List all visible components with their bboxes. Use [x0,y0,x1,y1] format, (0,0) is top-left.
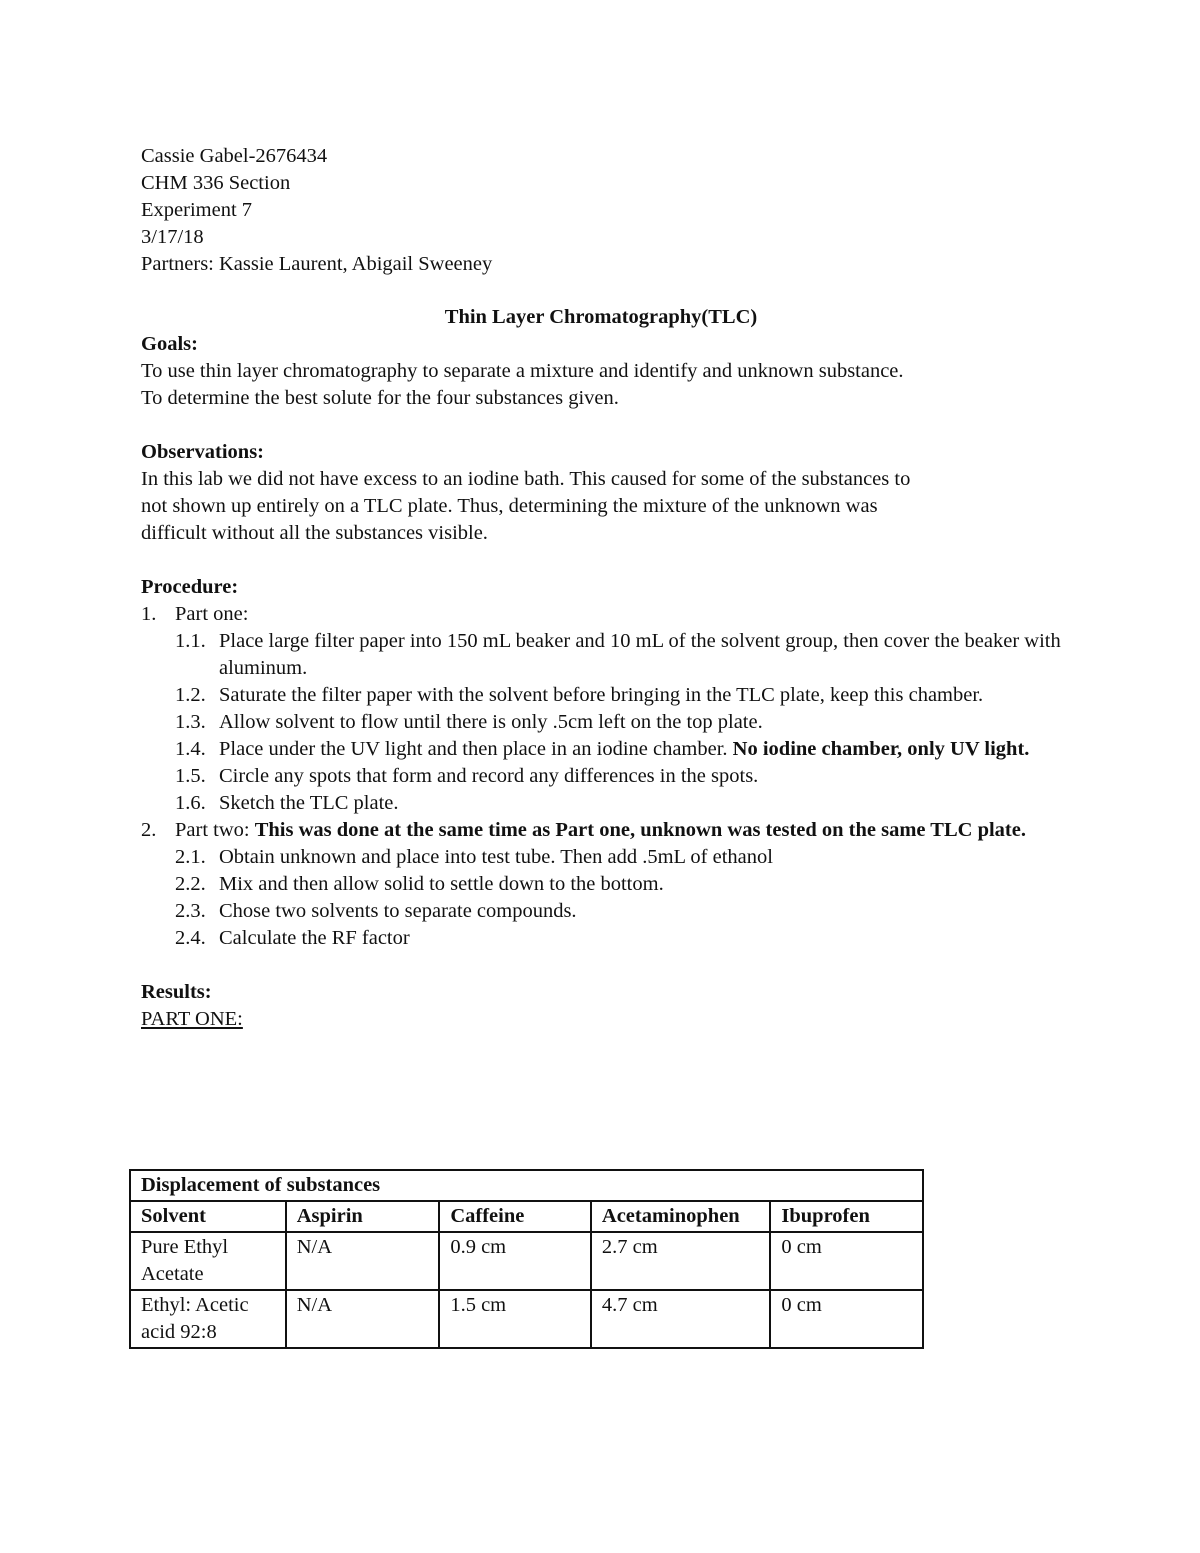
step-text: Chose two solvents to separate compounds. [219,900,577,922]
observations-line: not shown up entirely on a TLC plate. Thus, determining the mixture of the unknown was [141,495,878,517]
goals-line: To determine the best solute for the four substances given. [141,387,619,409]
column-header: Acetaminophen [591,1201,770,1232]
list-item [141,790,1061,817]
observations-line: difficult without all the substances visible. [141,522,488,544]
step-text: Mix and then allow solid to settle down to the bottom. [219,873,664,895]
table-cell: 0 cm [770,1232,923,1290]
step-text: Place large filter paper into 150 mL beaker and 10 mL of the solvent group, then cover the beaker with aluminum. [219,630,1061,679]
table-cell: 4.7 cm [591,1290,770,1348]
table-cell: 1.5 cm [439,1290,591,1348]
step-text: Calculate the RF factor [219,927,410,949]
list-number: 2.2. [175,873,206,895]
list-number: 2.3. [175,900,206,922]
list-item [141,925,1061,952]
lab-partners: Partners: Kassie Laurent, Abigail Sweeney [141,253,493,275]
step-text: Sketch the TLC plate. [219,792,399,814]
step-text: Saturate the filter paper with the solvent before bringing in the TLC plate, keep this chamber. [219,684,984,706]
list-number: 1.1. [175,630,206,652]
procedure-part-two [141,817,1061,844]
table-cell: N/A [286,1290,440,1348]
list-number: 1.3. [175,711,206,733]
list-number: 1.4. [175,738,206,760]
part-label: Part two: [175,819,255,841]
step-text: Circle any spots that form and record any differences in the spots. [219,765,759,787]
procedure-heading: Procedure: [141,576,239,598]
report-date: 3/17/18 [141,226,204,248]
list-item [141,709,1061,736]
list-number: 2.1. [175,846,206,868]
part-note: This was done at the same time as Part one, unknown was tested on the same TLC plate. [254,819,1026,841]
list-number: 1.5. [175,765,206,787]
report-title: Thin Layer Chromatography(TLC) [444,306,758,328]
observations-heading: Observations: [141,441,264,463]
goals-line: To use thin layer chromatography to separate a mixture and identify and unknown substance. [141,360,904,382]
table-cell: N/A [286,1232,440,1290]
table-caption-row [130,1170,923,1201]
list-item [141,898,1061,925]
list-item [141,844,1061,871]
list-number: 1.2. [175,684,206,706]
part-label: Part one: [175,603,249,625]
results-heading: Results: [141,981,212,1003]
student-name: Cassie Gabel-2676434 [141,145,328,167]
displacement-table [129,1169,924,1349]
table-cell: 2.7 cm [591,1232,770,1290]
course-section: CHM 336 Section [141,172,291,194]
table-row [130,1290,923,1348]
list-item [141,628,1061,682]
list-item [141,763,1061,790]
table-cell: 0.9 cm [439,1232,591,1290]
experiment-number: Experiment 7 [141,199,253,221]
column-header: Aspirin [286,1201,440,1232]
table-row [130,1232,923,1290]
goals-heading: Goals: [141,333,198,355]
table-cell: Ethyl: Acetic acid 92:8 [130,1290,286,1348]
observations-line: In this lab we did not have excess to an iodine bath. This caused for some of the substances to [141,468,911,490]
list-item [141,736,1061,763]
procedure-part-one [141,601,1061,628]
column-header: Solvent [130,1201,286,1232]
step-text: Allow solvent to flow until there is only .5cm left on the top plate. [219,711,763,733]
table-header-row [130,1201,923,1232]
list-number: 2.4. [175,927,206,949]
results-part-label: PART ONE: [141,1008,243,1030]
list-item [141,871,1061,898]
table-caption: Displacement of substances [130,1170,923,1201]
list-number: 1. [141,603,157,625]
list-number: 2. [141,819,157,841]
list-number: 1.6. [175,792,206,814]
list-item [141,682,1061,709]
table-cell: 0 cm [770,1290,923,1348]
table-cell: Pure Ethyl Acetate [130,1232,286,1290]
column-header: Ibuprofen [770,1201,923,1232]
document-page [141,143,1061,1033]
step-text: Place under the UV light and then place in an iodine chamber. [219,738,733,760]
column-header: Caffeine [439,1201,591,1232]
step-text: Obtain unknown and place into test tube. Then add .5mL of ethanol [219,846,773,868]
step-note: No iodine chamber, only UV light. [732,738,1030,760]
